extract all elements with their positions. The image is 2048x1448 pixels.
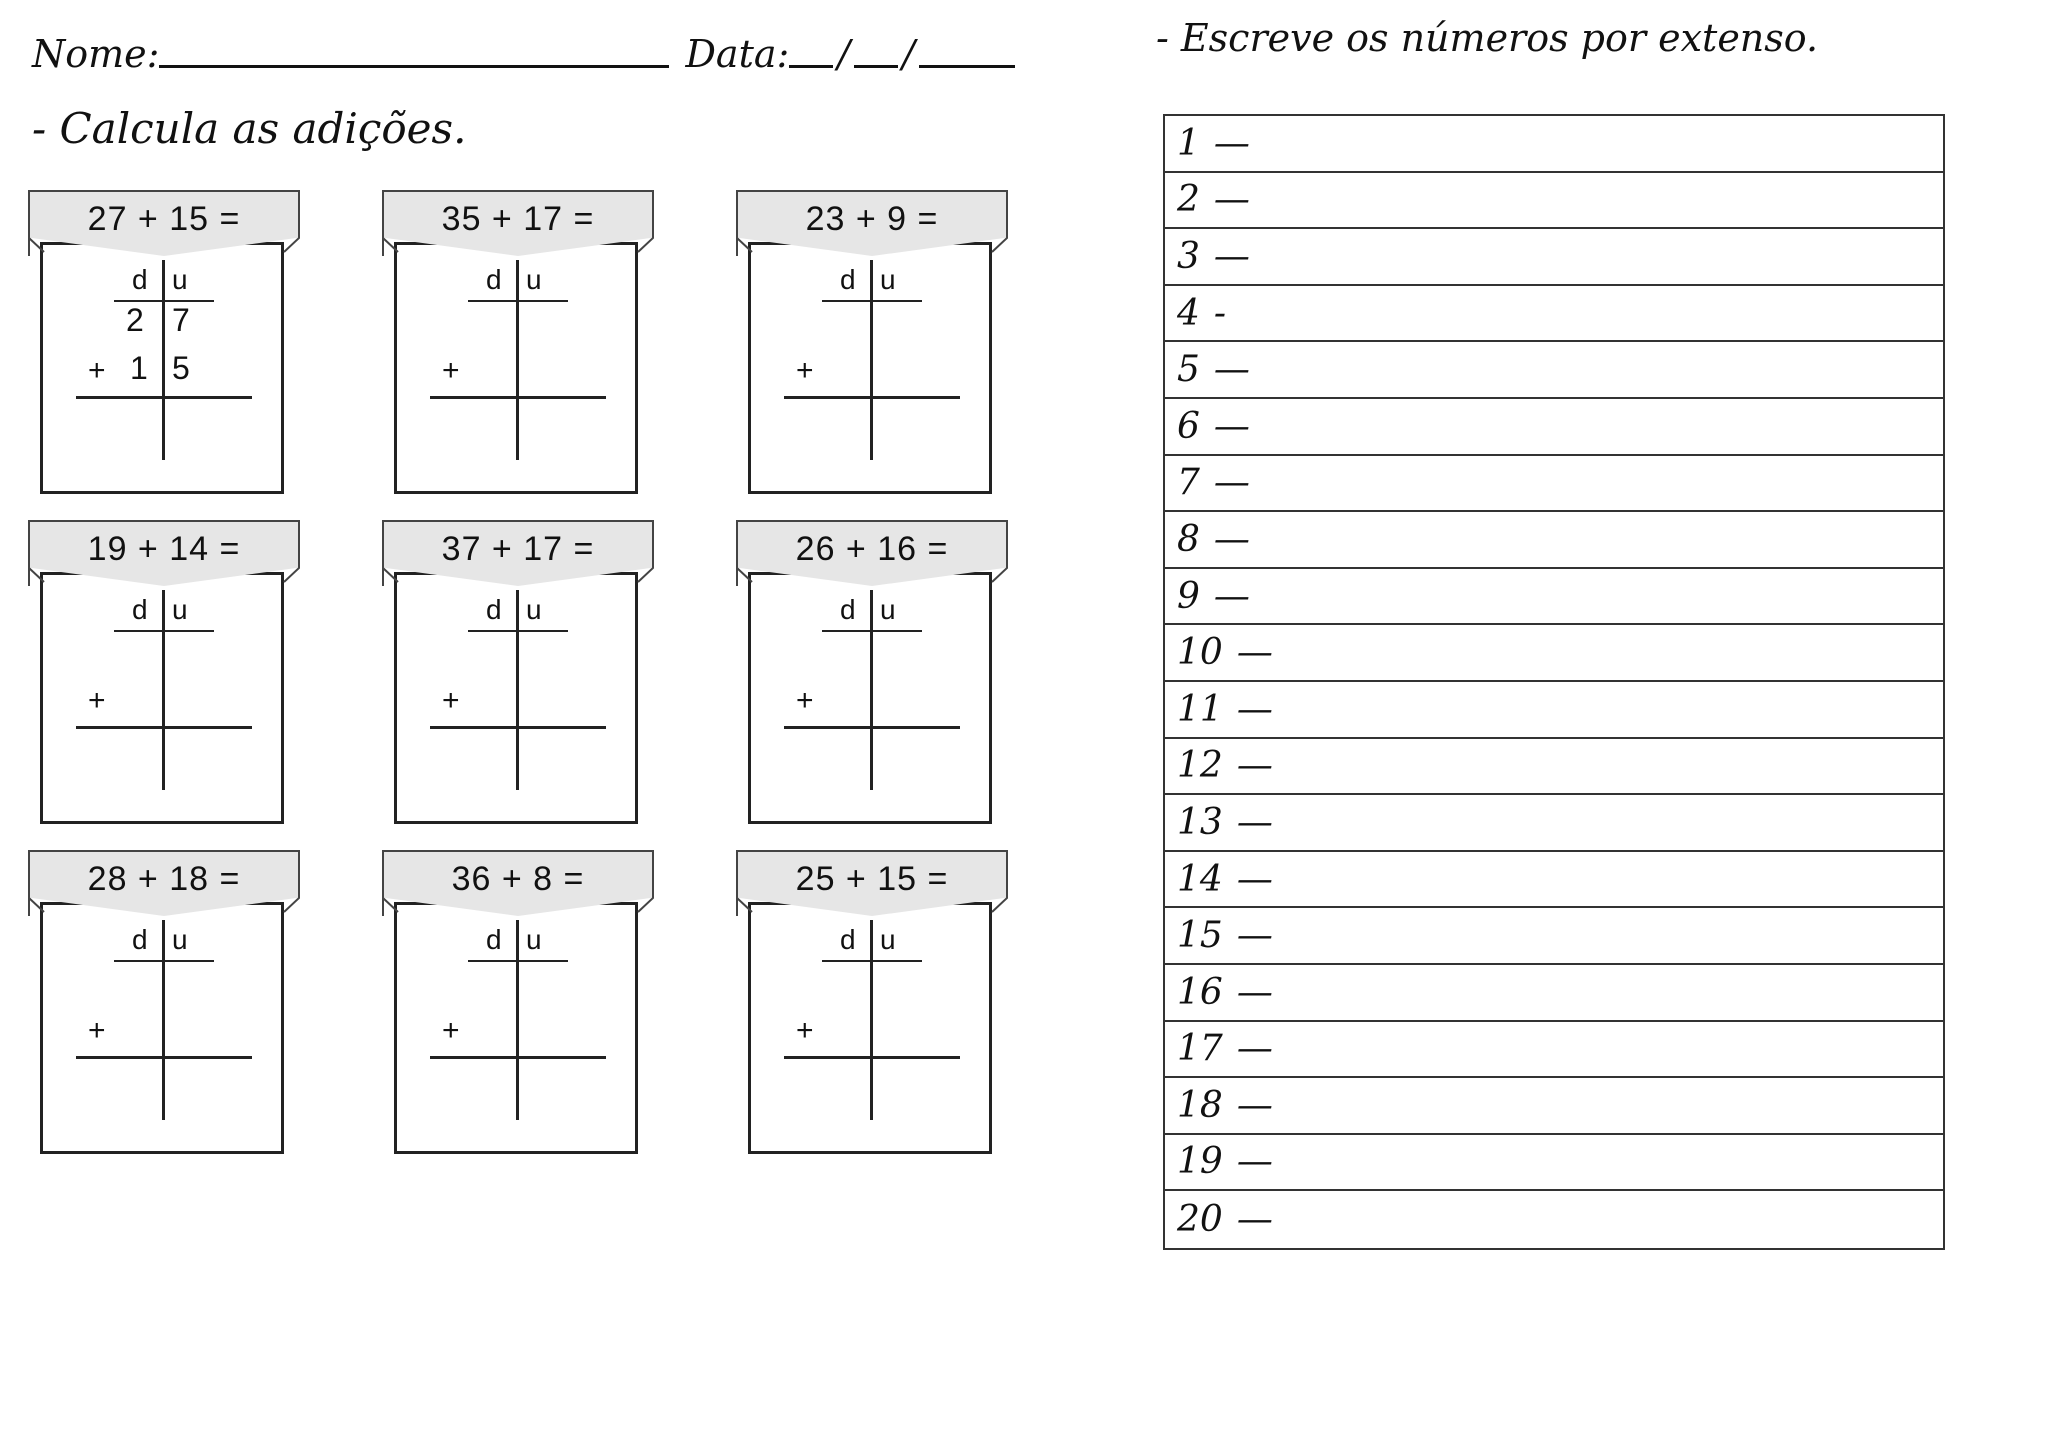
addition-card [736,190,1008,500]
plus-sign: + [442,684,460,717]
dash: — [1236,632,1273,674]
number-label: 6 [1177,405,1200,447]
number-row[interactable] [1165,682,1943,739]
tens-label: d [486,594,502,625]
plus-sign: + [88,354,106,387]
dash: — [1213,462,1250,504]
number-row[interactable] [1165,512,1943,569]
plus-sign: + [796,684,814,717]
equation-text: 35 + 17 = [441,200,595,238]
dash: — [1213,179,1250,221]
addition-card [28,520,300,830]
number-label: 10 [1177,632,1223,674]
dash: — [1213,518,1250,560]
sum-line [76,726,252,729]
number-row[interactable] [1165,399,1943,456]
column-divider [162,260,165,460]
header [32,16,1015,76]
tens-label: d [840,264,856,295]
tens-label: d [132,264,148,295]
sum-line [76,396,252,399]
addition-card [736,520,1008,830]
addition-card [28,190,300,500]
sum-line [784,726,960,729]
units-label: u [172,594,188,625]
column-divider [516,590,519,790]
number-row[interactable] [1165,1191,1943,1248]
dash: — [1213,235,1250,277]
number-label: 9 [1177,575,1200,617]
number-label: 19 [1177,1141,1223,1183]
number-label: 7 [1177,462,1200,504]
number-label: 16 [1177,971,1223,1013]
plus-sign: + [88,1014,106,1047]
date-month-field[interactable] [854,65,898,68]
number-row[interactable] [1165,1022,1943,1079]
column-divider [162,590,165,790]
dash: — [1236,971,1273,1013]
number-label: 18 [1177,1084,1223,1126]
number-row[interactable] [1165,286,1943,343]
dash: — [1236,858,1273,900]
number-label: 5 [1177,349,1200,391]
units-label: u [880,264,896,295]
dash: — [1236,1084,1273,1126]
dash: — [1236,1199,1273,1241]
number-label: 8 [1177,518,1200,560]
date-label: Data: [685,32,790,76]
dash: — [1236,1141,1273,1183]
number-label: 1 [1177,122,1200,164]
number-row[interactable] [1165,116,1943,173]
dash: — [1236,915,1273,957]
number-label: 12 [1177,745,1223,787]
sum-line [430,396,606,399]
number-row[interactable] [1165,1135,1943,1192]
plus-sign: + [796,354,814,387]
number-label: 4 [1177,292,1200,334]
date-day-field[interactable] [789,65,833,68]
tens-label: d [132,924,148,955]
addition-card [382,520,654,830]
dash: — [1213,349,1250,391]
tens-label: d [486,264,502,295]
digit-units-2: 5 [172,350,190,386]
dash: — [1236,688,1273,730]
numbers-table [1163,114,1945,1250]
units-label: u [880,924,896,955]
plus-sign: + [442,354,460,387]
name-label: Nome: [32,32,160,76]
name-field[interactable] [159,65,669,68]
number-row[interactable] [1165,1078,1943,1135]
number-row[interactable] [1165,456,1943,513]
units-label: u [526,594,542,625]
tens-label: d [486,924,502,955]
number-row[interactable] [1165,569,1943,626]
column-divider [870,590,873,790]
column-divider [870,920,873,1120]
equation-text: 28 + 18 = [87,860,241,898]
instruction-additions: - Calcula as adições. [32,104,467,153]
tens-label: d [132,594,148,625]
dash: — [1213,122,1250,164]
dash: — [1236,801,1273,843]
addition-card [28,850,300,1160]
units-label: u [172,264,188,295]
equation-text: 23 + 9 = [805,200,939,238]
dash: — [1213,405,1250,447]
sum-line [430,1056,606,1059]
addition-card [382,190,654,500]
date-separator: / [902,32,915,76]
number-row[interactable] [1165,795,1943,852]
units-label: u [526,264,542,295]
equation-text: 37 + 17 = [441,530,595,568]
number-label: 14 [1177,858,1223,900]
number-row[interactable] [1165,173,1943,230]
number-label: 17 [1177,1028,1223,1070]
instruction-numbers-in-words: - Escreve os números por extenso. [1156,16,1819,60]
number-row[interactable] [1165,908,1943,965]
addition-card [736,850,1008,1160]
digit-tens-1: 2 [126,302,144,338]
date-separator: / [837,32,851,76]
tens-label: d [840,594,856,625]
equation-text: 19 + 14 = [87,530,241,568]
units-label: u [172,924,188,955]
digit-tens-2: 1 [130,350,148,386]
number-label: 2 [1177,179,1200,221]
equation-text: 36 + 8 = [451,860,585,898]
column-divider [870,260,873,460]
number-row[interactable] [1165,739,1943,796]
equation-text: 27 + 15 = [87,200,241,238]
sum-line [430,726,606,729]
column-divider [162,920,165,1120]
tens-label: d [840,924,856,955]
number-label: 20 [1177,1199,1223,1241]
dash: - [1213,292,1227,334]
number-row[interactable] [1165,625,1943,682]
date-year-field[interactable] [919,65,1015,68]
sum-line [784,1056,960,1059]
dash: — [1236,1028,1273,1070]
units-label: u [526,924,542,955]
column-divider [516,260,519,460]
plus-sign: + [442,1014,460,1047]
equation-text: 25 + 15 = [795,860,949,898]
dash: — [1236,745,1273,787]
number-row[interactable] [1165,965,1943,1022]
equation-text: 26 + 16 = [795,530,949,568]
number-label: 11 [1177,688,1223,730]
number-label: 15 [1177,915,1223,957]
number-row[interactable] [1165,342,1943,399]
dash: — [1213,575,1250,617]
plus-sign: + [88,684,106,717]
sum-line [784,396,960,399]
column-divider [516,920,519,1120]
sum-line [76,1056,252,1059]
units-label: u [880,594,896,625]
addition-card [382,850,654,1160]
number-label: 3 [1177,235,1200,277]
number-label: 13 [1177,801,1223,843]
number-row[interactable] [1165,852,1943,909]
digit-units-1: 7 [172,302,190,338]
number-row[interactable] [1165,229,1943,286]
plus-sign: + [796,1014,814,1047]
